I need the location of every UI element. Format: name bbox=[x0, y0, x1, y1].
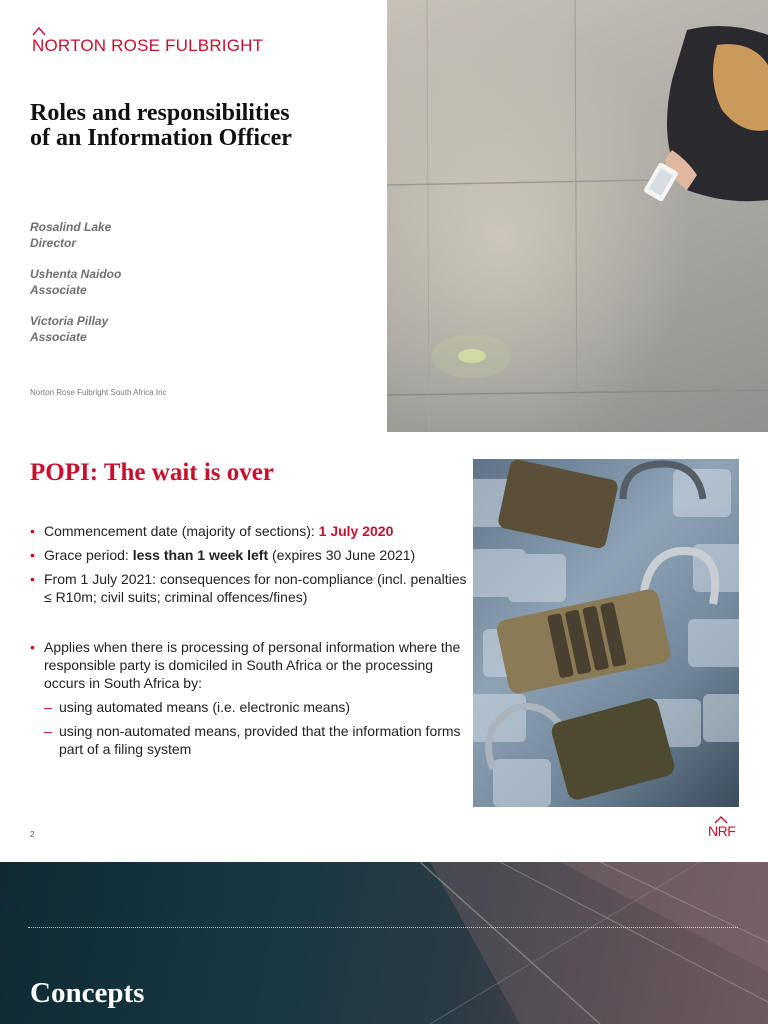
padlocks-on-keyboard-image bbox=[473, 459, 739, 807]
presenter bbox=[30, 266, 121, 298]
presenter bbox=[30, 313, 121, 345]
bullet-item: • Grace period: less than 1 week left (expires 30 June 2021) bbox=[30, 547, 416, 563]
sub-bullet-marker: – bbox=[44, 699, 52, 715]
slide-popi bbox=[0, 432, 768, 862]
bullet-marker: • bbox=[30, 523, 35, 539]
firm-name: Norton Rose Fulbright South Africa Inc bbox=[30, 388, 167, 397]
presenter-name: Victoria Pillay bbox=[30, 314, 109, 328]
presenter-name: Ushenta Naidoo bbox=[30, 267, 122, 281]
slide-concepts bbox=[0, 862, 768, 1024]
commencement-date: 1 July 2020 bbox=[318, 523, 394, 539]
page-number: 2 bbox=[30, 830, 35, 839]
person-with-phone-image bbox=[387, 0, 768, 432]
bullet-item: • Applies when there is processing of personal information where the responsible party is domiciled in South Africa or the processing occurs in South Africa by: bbox=[30, 639, 461, 691]
title-line-1: Roles and responsibilities bbox=[30, 100, 290, 126]
presenter-role: Associate bbox=[30, 283, 87, 297]
bullet-list bbox=[30, 522, 470, 764]
sub-bullet-item: – using non-automated means, provided that the information forms part of a filing system bbox=[44, 723, 461, 757]
presenter-role: Director bbox=[30, 236, 77, 250]
sub-bullet-marker: – bbox=[44, 723, 52, 739]
presenter-list bbox=[30, 219, 121, 360]
bullet-item: • From 1 July 2021: consequences for non-compliance (incl. penalties ≤ R10m; civil suits; criminal offences/fines) bbox=[30, 571, 467, 605]
nrf-logo-text: NRF bbox=[708, 823, 736, 839]
slide-title-heading bbox=[30, 101, 380, 151]
cover-photo bbox=[387, 0, 768, 432]
sub-bullet-item: – using automated means (i.e. electronic means) bbox=[44, 699, 351, 715]
divider bbox=[28, 927, 738, 928]
bullet-marker: • bbox=[30, 639, 35, 655]
bullet-item: • Commencement date (majority of sections): 1 July 2020 bbox=[30, 523, 394, 539]
slide-heading: Concepts bbox=[30, 977, 145, 1009]
bullet-marker: • bbox=[30, 547, 35, 563]
logo-chevron-icon bbox=[32, 26, 46, 36]
slide-heading: POPI: The wait is over bbox=[30, 459, 274, 486]
title-line-2: of an Information Officer bbox=[30, 125, 292, 151]
grace-period-emphasis: less than 1 week left bbox=[132, 547, 269, 563]
slide-title bbox=[0, 0, 768, 432]
presenter bbox=[30, 219, 121, 251]
logo-text: NORTON ROSE FULBRIGHT bbox=[32, 36, 264, 55]
presenter-name: Rosalind Lake bbox=[30, 220, 112, 234]
nrf-logo bbox=[708, 816, 742, 840]
bullet-marker: • bbox=[30, 571, 35, 587]
presenter-role: Associate bbox=[30, 330, 87, 344]
